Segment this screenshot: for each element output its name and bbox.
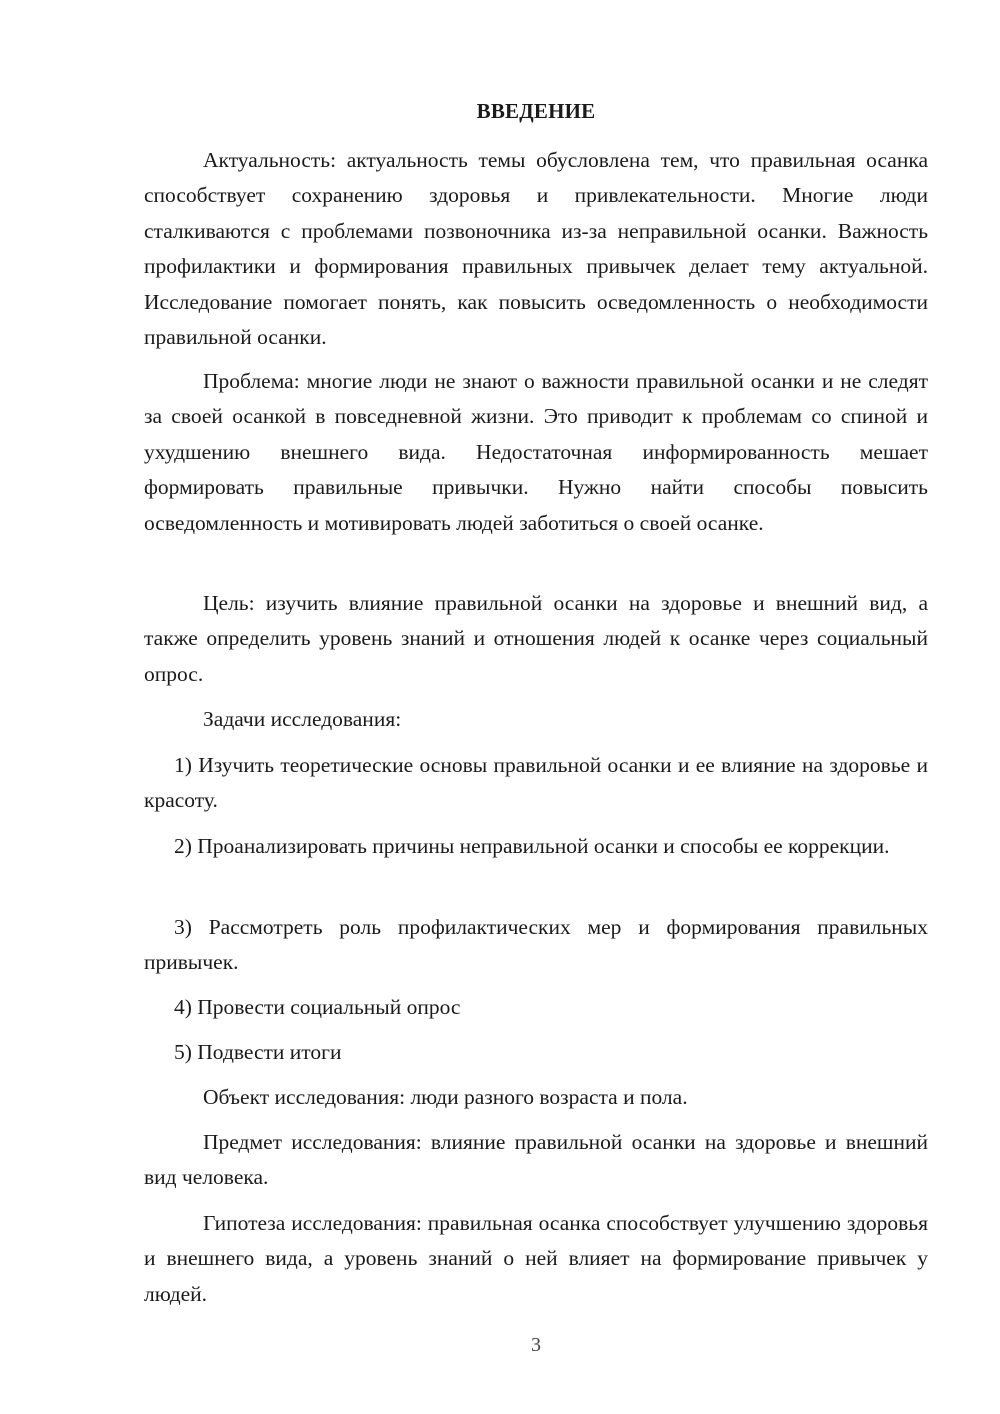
- task-item-3: 3) Рассмотреть роль профилактических мер и формирования правильных привычек.: [144, 915, 928, 975]
- subject-paragraph: Предмет исследования: влияние правильной осанки на здоровье и внешний вид человека.: [144, 1130, 928, 1190]
- object-paragraph: Объект исследования: люди разного возраста и пола.: [203, 1085, 688, 1109]
- task-item-2: 2) Проанализировать причины неправильной осанки и способы ее коррекции.: [174, 834, 890, 858]
- relevance-paragraph: Актуальность: актуальность темы обусловлена тем, что правильная осанка способствует сохранению здоровья и привлекательности. Многие люди сталкиваются с проблемами позвоночника из-за неправильной осанки. Важность профилактики и формирования правильных привычек делает тему актуальной. Исследование помогает понять, как повысить осведомленность о необходимости правильной осанки.: [144, 148, 928, 350]
- problem-paragraph: Проблема: многие люди не знают о важности правильной осанки и не следят за своей осанкой в повседневной жизни. Это приводит к проблемам со спиной и ухудшению внешнего вида. Недостаточная информированность мешает формировать правильные привычки. Нужно найти способы повысить осведомленность и мотивировать людей заботиться о своей осанке.: [144, 369, 928, 535]
- task-item-4: 4) Провести социальный опрос: [174, 995, 461, 1019]
- goal-paragraph: Цель: изучить влияние правильной осанки на здоровье и внешний вид, а также определить уровень знаний и отношения людей к осанке через социальный опрос.: [144, 591, 928, 686]
- page-number: 3: [531, 1334, 541, 1356]
- task-item-1: 1) Изучить теоретические основы правильной осанки и ее влияние на здоровье и красоту.: [144, 753, 928, 813]
- hypothesis-paragraph: Гипотеза исследования: правильная осанка способствует улучшению здоровья и внешнего вида, а уровень знаний о ней влияет на формирование привычек у людей.: [144, 1211, 928, 1306]
- task-item-5: 5) Подвести итоги: [174, 1040, 342, 1064]
- section-title: ВВЕДЕНИЕ: [476, 99, 596, 123]
- tasks-heading: Задачи исследования:: [203, 707, 402, 731]
